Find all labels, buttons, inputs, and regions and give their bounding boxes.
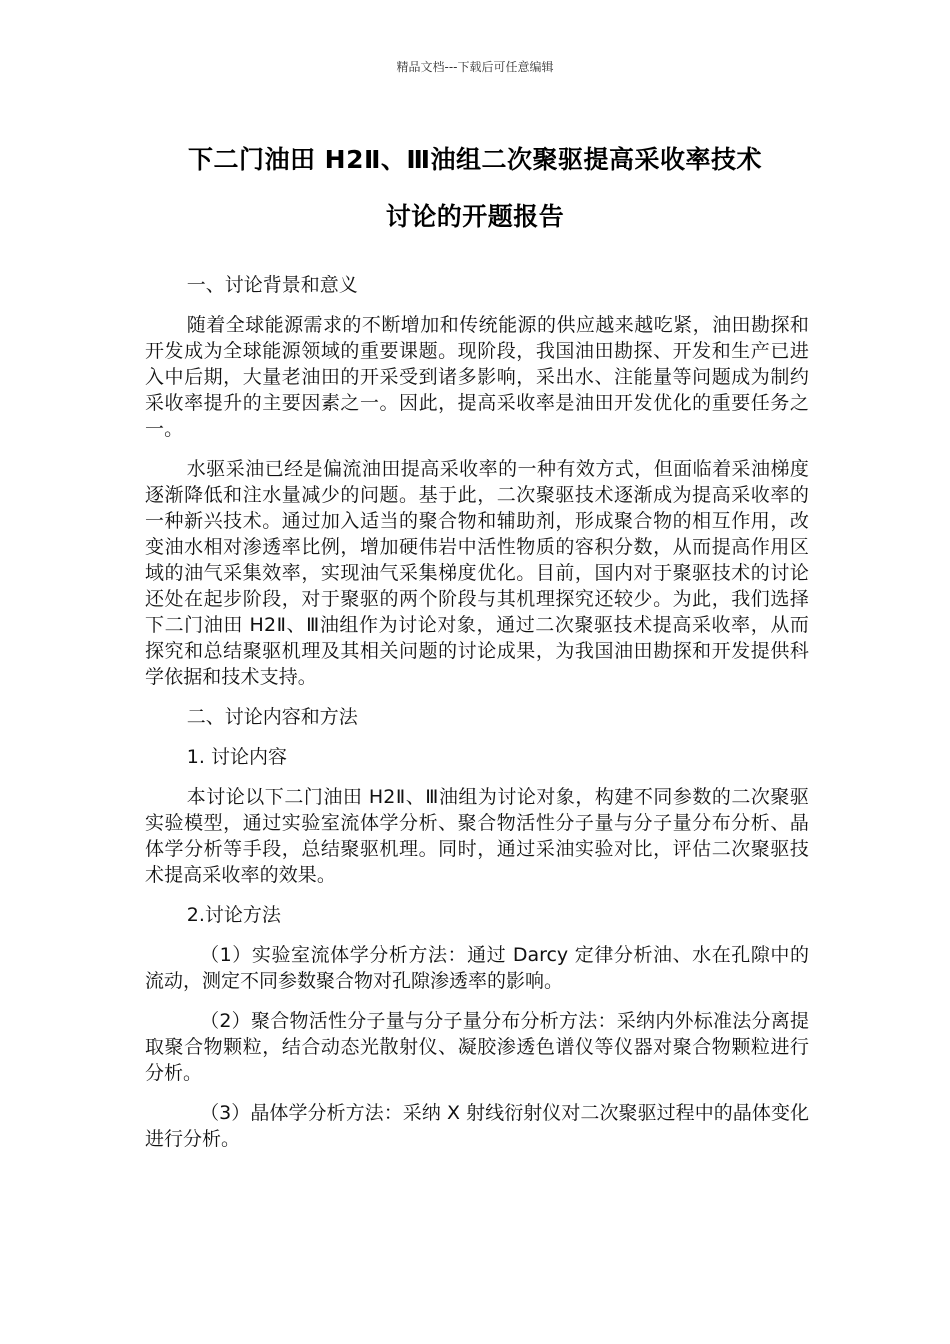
- document-body: [145, 272, 809, 1166]
- subsection-2-1-heading: 1. 讨论内容: [186, 746, 287, 768]
- section-2-heading: 二、讨论内容和方法: [186, 706, 358, 728]
- method-item-2: （2）聚合物活性分子量与分子量分布分析方法：采纳内外标准法分离提取聚合物颗粒，结合动态光散射仪、凝胶渗透色谱仪等仪器对聚合物颗粒进行分析。: [145, 1010, 809, 1084]
- method-item-1: （1）实验室流体学分析方法：通过 Darcy 定律分析油、水在孔隙中的流动，测定不同参数聚合物对孔隙渗透率的影响。: [145, 944, 809, 992]
- method-item-3: （3）晶体学分析方法：采纳 X 射线衍射仪对二次聚驱过程中的晶体变化进行分析。: [145, 1102, 809, 1150]
- subsection-2-1-paragraph: 本讨论以下二门油田 H2Ⅱ、Ⅲ油组为讨论对象，构建不同参数的二次聚驱实验模型，通过实验室流体学分析、聚合物活性分子量与分子量分布分析、晶体学分析等手段，总结聚驱机理。同时，通过采油实验对比，评估二次聚驱技术提高采收率的效果。: [145, 786, 809, 886]
- document-title-line-1: 下二门油田 H2Ⅱ、Ⅲ油组二次聚驱提高采收率技术: [187, 145, 763, 174]
- section-1-paragraph-1: 随着全球能源需求的不断增加和传统能源的供应越来越吃紧，油田勘探和开发成为全球能源领域的重要课题。现阶段，我国油田勘探、开发和生产已进入中后期，大量老油田的开采受到诸多影响，采出水、注能量等问题成为制约采收率提升的主要因素之一。因此，提高采收率是油田开发优化的重要任务之一。: [145, 314, 809, 440]
- header-note: 精品文档---下载后可任意编辑: [396, 60, 554, 74]
- subsection-2-2-heading: 2.讨论方法: [186, 904, 281, 926]
- section-1-heading: 一、讨论背景和意义: [186, 274, 358, 296]
- document-title-line-2: 讨论的开题报告: [385, 202, 565, 231]
- section-1-paragraph-2: 水驱采油已经是偏流油田提高采收率的一种有效方式，但面临着采油梯度逐渐降低和注水量减少的问题。基于此，二次聚驱技术逐渐成为提高采收率的一种新兴技术。通过加入适当的聚合物和辅助剂，形成聚合物的相互作用，改变油水相对渗透率比例，增加硬伟岩中活性物质的容积分数，从而提高作用区域的油气采集效率，实现油气采集梯度优化。目前，国内对于聚驱技术的讨论还处在起步阶段，对于聚驱的两个阶段与其机理探究还较少。为此，我们选择下二门油田 H2Ⅱ、Ⅲ油组作为讨论对象，通过二次聚驱技术提高采收率，从而探究和总结聚驱机理及其相关问题的讨论成果，为我国油田勘探和开发提供科学依据和技术支持。: [145, 458, 809, 688]
